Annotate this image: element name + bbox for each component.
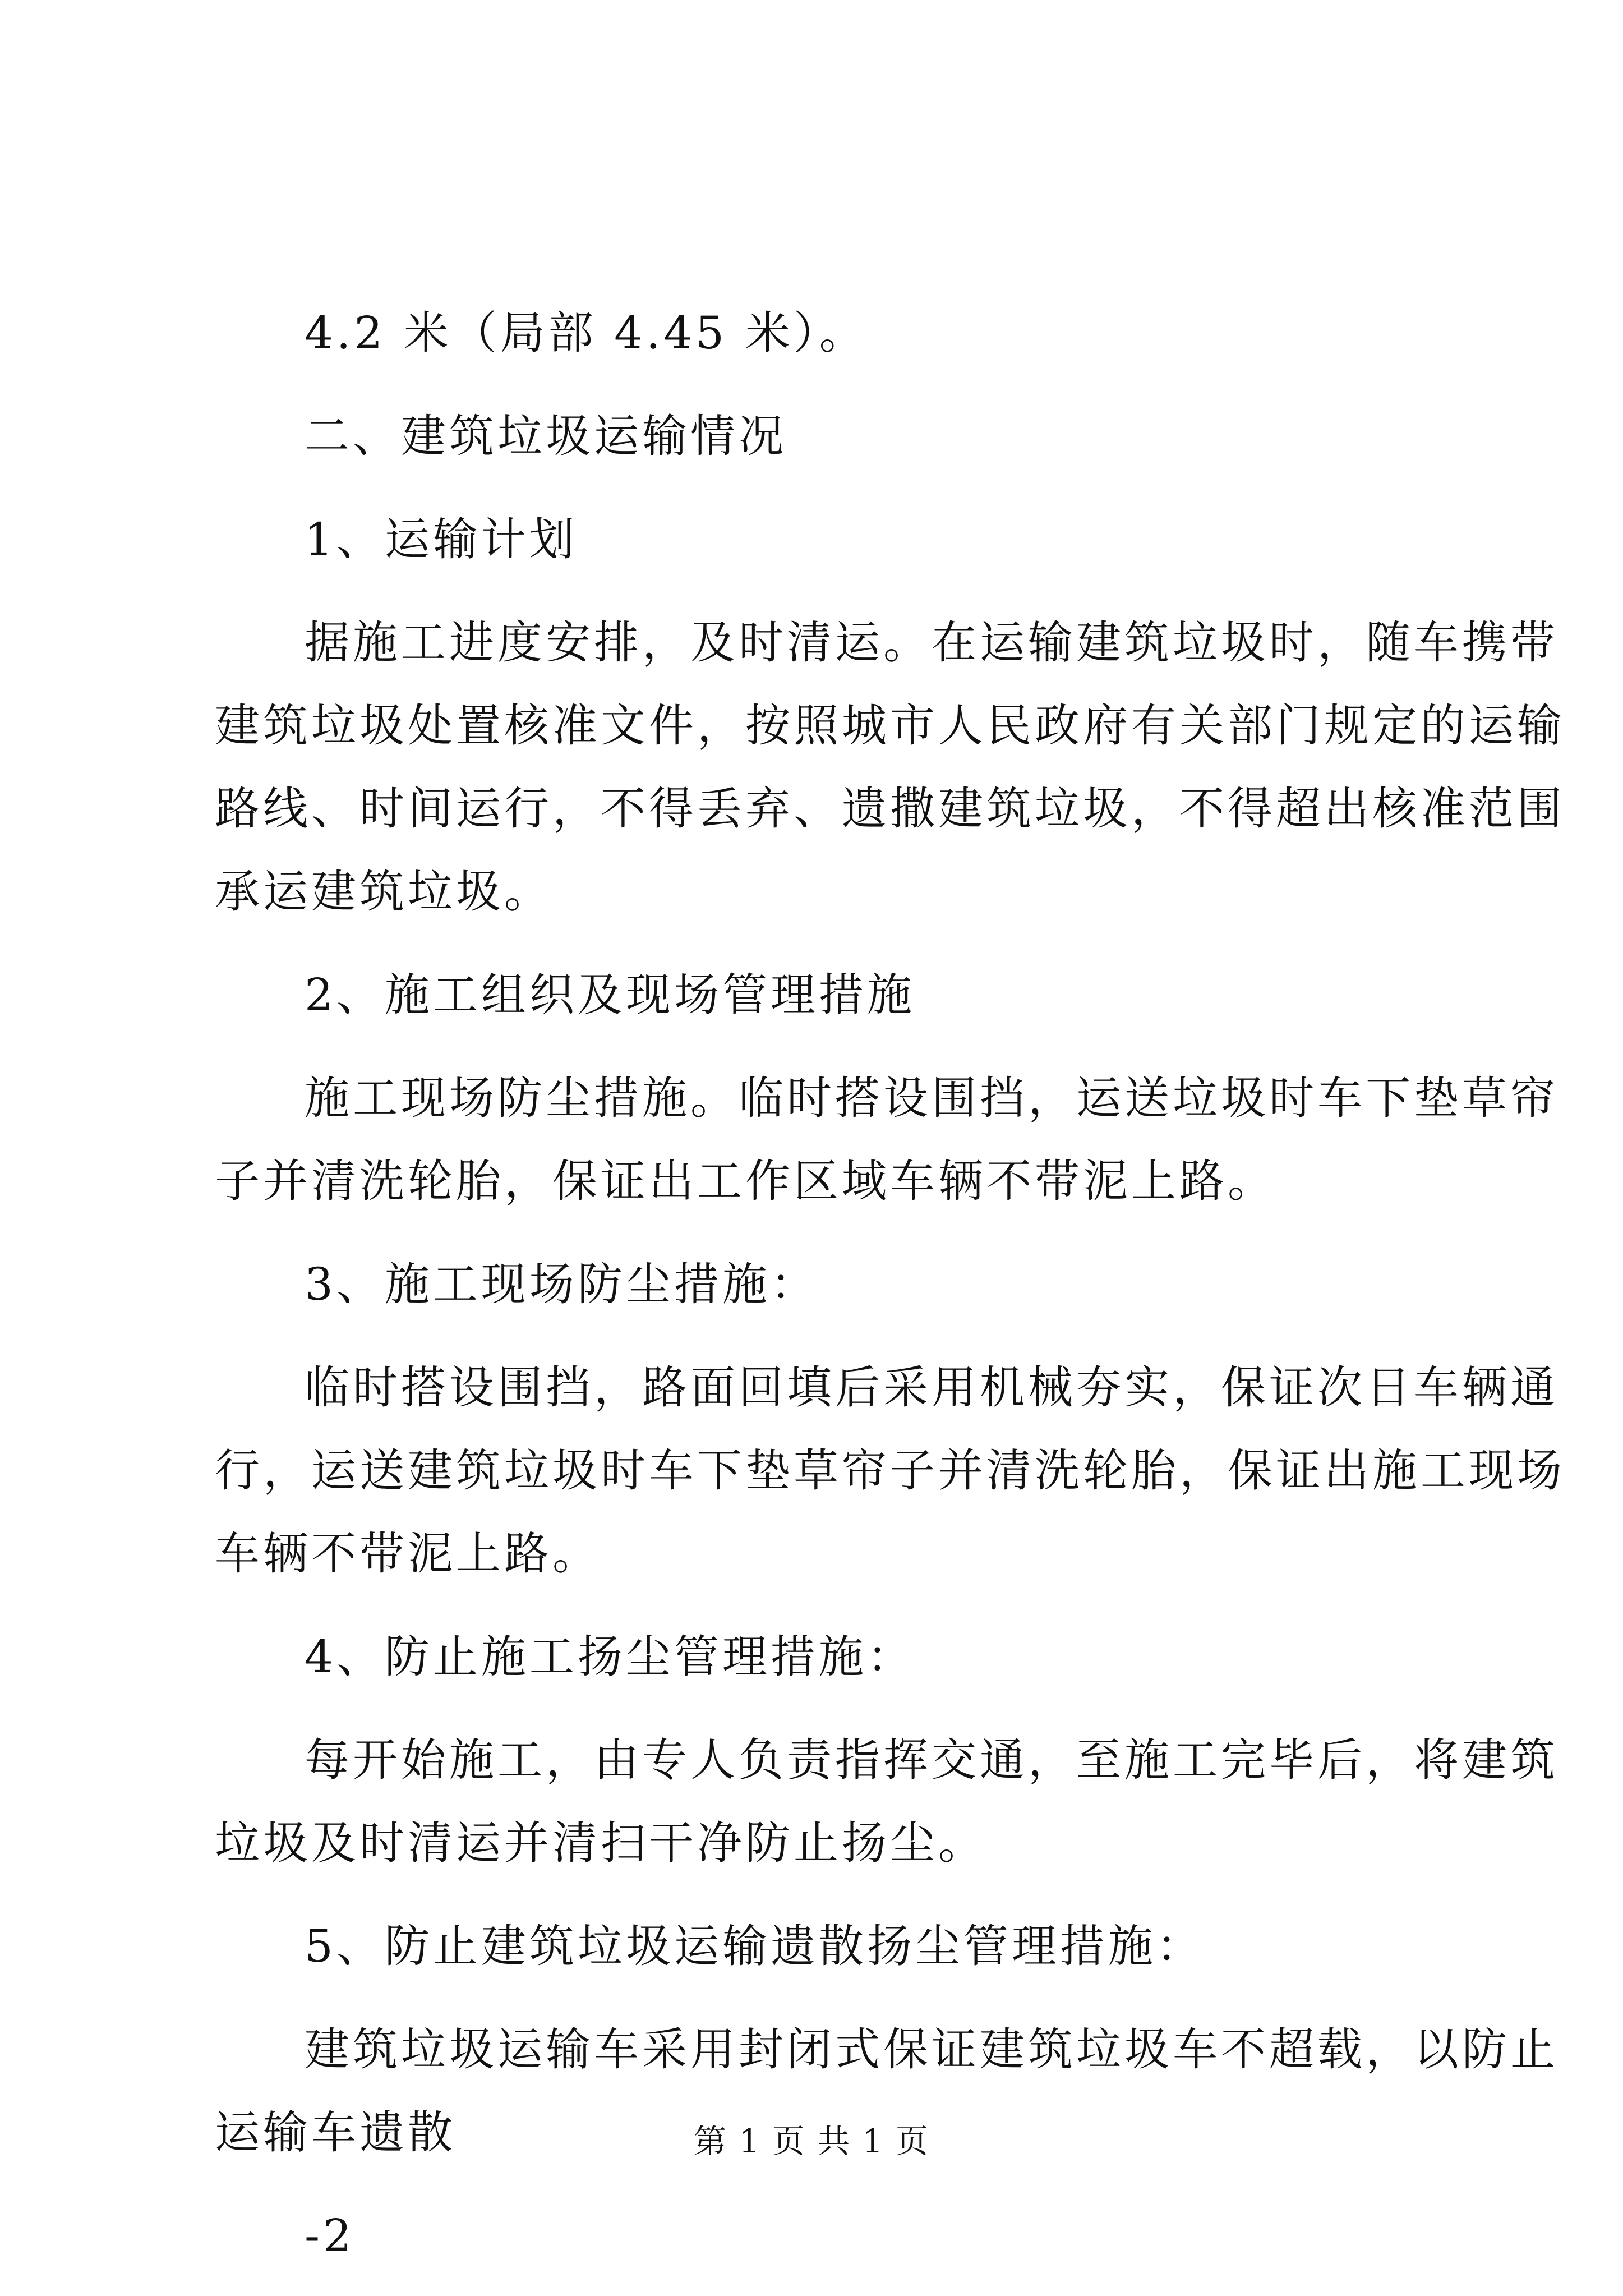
page-marker: -2	[305, 2210, 355, 2262]
paragraph-line: 施工现场防尘措施。临时搭设围挡，运送垃圾时车下垫草帘	[305, 1072, 1559, 1124]
paragraph-line: 行，运送建筑垃圾时车下垫草帘子并清洗轮胎，保证出施工现场	[215, 1444, 1565, 1497]
subsection-heading: 4、防止施工扬尘管理措施：	[305, 1631, 915, 1683]
paragraph-line: 承运建筑垃圾。	[215, 866, 552, 918]
paragraph-line: 建筑垃圾运输车采用封闭式保证建筑垃圾车不超载，以防止	[305, 2023, 1559, 2076]
section-heading: 二、建筑垃圾运输情况	[305, 410, 787, 462]
paragraph-line: 运输车遗散	[215, 2106, 456, 2159]
paragraph-line: 临时搭设围挡，路面回填后采用机械夯实，保证次日车辆通	[305, 1361, 1559, 1414]
subsection-heading: 3、施工现场防尘措施：	[305, 1258, 819, 1310]
paragraph-line: 4.2 米（局部 4.45 米）。	[305, 307, 868, 359]
page-footer: 第 1 页 共 1 页	[694, 2122, 929, 2160]
paragraph-line: 路线、时间运行，不得丢弃、遗撒建筑垃圾，不得超出核准范围	[215, 783, 1565, 835]
paragraph-line: 车辆不带泥上路。	[215, 1527, 601, 1580]
paragraph-line: 每开始施工，由专人负责指挥交通，至施工完毕后，将建筑	[305, 1734, 1559, 1786]
paragraph-line: 据施工进度安排，及时清运。在运输建筑垃圾时，随车携带	[305, 616, 1559, 669]
paragraph-line: 子并清洗轮胎，保证出工作区域车辆不带泥上路。	[215, 1155, 1276, 1207]
subsection-heading: 5、防止建筑垃圾运输遗散扬尘管理措施：	[305, 1920, 1205, 1972]
paragraph-line: 建筑垃圾处置核准文件，按照城市人民政府有关部门规定的运输	[215, 700, 1565, 752]
paragraph-line: 垃圾及时清运并清扫干净防止扬尘。	[215, 1817, 986, 1869]
document-body	[215, 292, 1565, 2277]
subsection-heading: 2、施工组织及现场管理措施	[305, 969, 915, 1021]
subsection-heading: 1、运输计划	[305, 513, 578, 565]
